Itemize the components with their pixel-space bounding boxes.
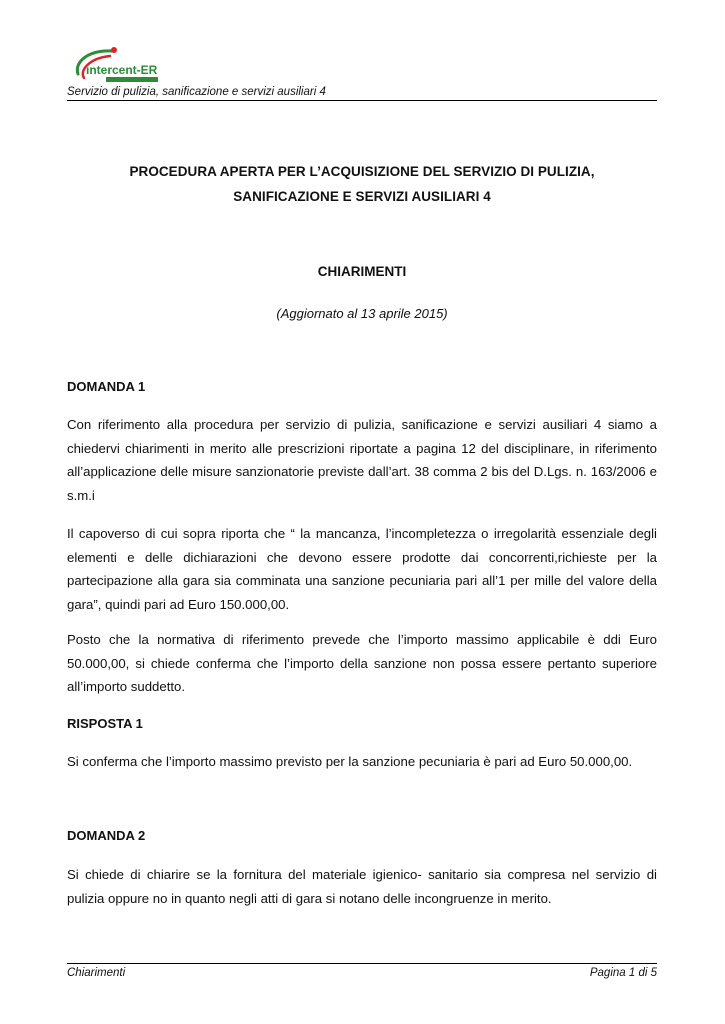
answer-1-paragraph: Si conferma che l’importo massimo previsto per la sanzione pecuniaria è pari ad Euro 50.000,00. [67,754,633,769]
question-1-label: DOMANDA 1 [67,379,146,394]
question-1-paragraph-1: Con riferimento alla procedura per servizio di pulizia, sanificazione e servizi ausiliari 4 siamo a chiedervi chiarimenti in merito alle prescrizioni riportate a pagina 12 del disciplinare, in riferimento all’applicazione delle misure sanzionatorie previste dall’art. 38 comma 2 bis del D.Lgs. n. 163/2006 e s.m.i [67,417,657,503]
question-2-label: DOMANDA 2 [67,828,146,843]
footer-rule [67,963,657,964]
title-line-2: SANIFICAZIONE E SERVIZI AUSILIARI 4 [233,189,491,204]
answer-1-label: RISPOSTA 1 [67,716,143,731]
update-date: (Aggiornato al 13 aprile 2015) [276,306,448,321]
running-header: Servizio di pulizia, sanificazione e servizi ausiliari 4 [67,86,326,98]
title-line-1: PROCEDURA APERTA PER L’ACQUISIZIONE DEL SERVIZIO DI PULIZIA, [129,164,595,179]
logo-text: intercent-ER [86,63,158,77]
intercent-er-logo [70,44,170,88]
document-subtitle: CHIARIMENTI [317,264,407,279]
document-title [67,159,657,209]
question-1-paragraph-2: Il capoverso di cui sopra riporta che “ la mancanza, l’incompletezza o irregolarità essenziale degli elementi e delle dichiarazioni che devono essere prodotte dai concorrenti,richieste per la partecipazione alla gara sia comminata una sanzione pecuniaria pari all’1 per mille del valore della gara”, quindi pari ad Euro 150.000,00. [67,526,657,612]
footer-section-name: Chiarimenti [67,967,126,979]
question-2-paragraph: Si chiede di chiarire se la fornitura del materiale igienico- sanitario sia compresa nel servizio di pulizia oppure no in quanto negli atti di gara si notano delle incongruenze in merito. [67,867,657,906]
question-1-paragraph-3: Posto che la normativa di riferimento prevede che l’importo massimo applicabile è ddi Euro 50.000,00, si chiede conferma che l’importo della sanzione non possa essere pertanto superiore all’importo suddetto. [67,632,657,694]
page-number: Pagina 1 di 5 [589,967,657,979]
